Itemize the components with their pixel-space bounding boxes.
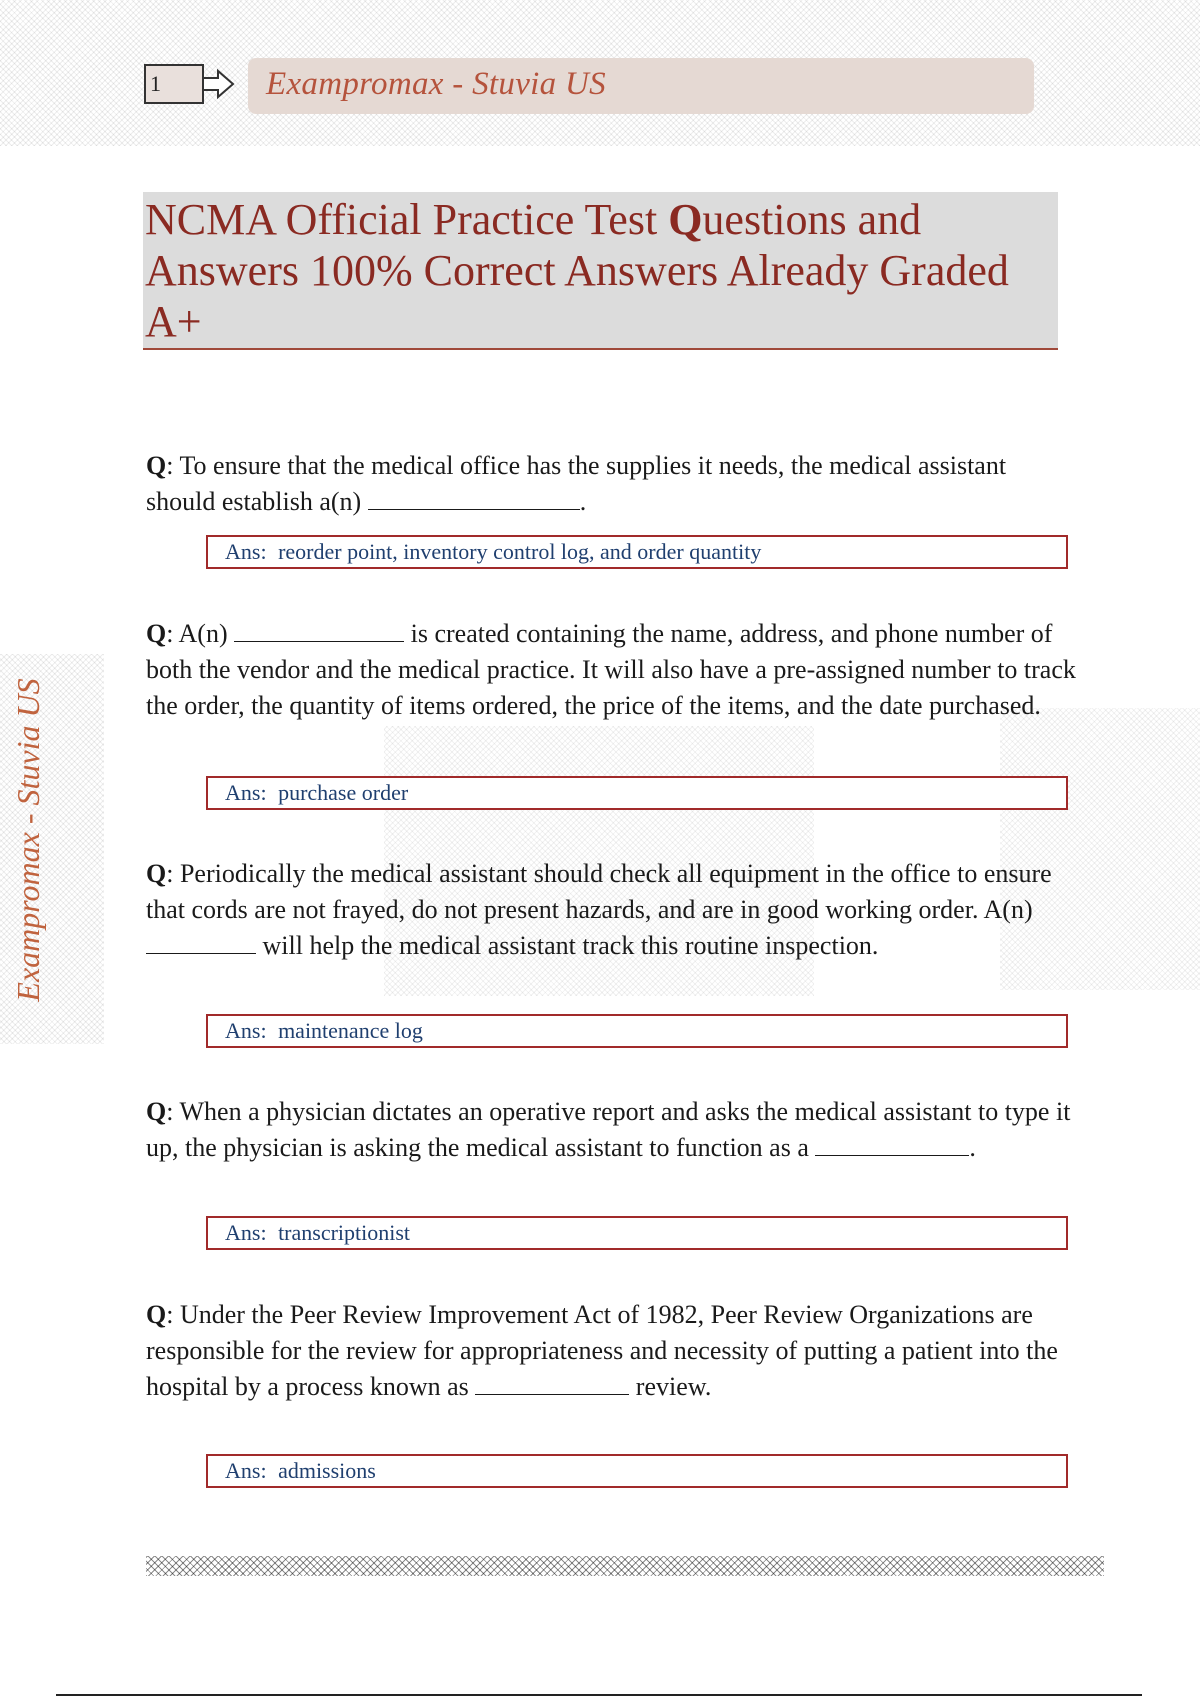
answer-text: transcriptionist xyxy=(278,1220,411,1245)
question-4 xyxy=(146,1094,1076,1166)
question-text: : When a physician dictates an operative report and asks the medical assistant to type it up, the physician is asking the medical assistant to function as a xyxy=(146,1097,1071,1162)
answer-text: admissions xyxy=(278,1458,376,1483)
question-label: Q xyxy=(146,1097,167,1126)
answer-box-5 xyxy=(206,1454,1068,1488)
question-2 xyxy=(146,616,1076,724)
question-text-end: review. xyxy=(629,1372,712,1401)
answer-label: Ans: xyxy=(225,1220,267,1245)
answer-text: maintenance log xyxy=(278,1018,423,1043)
question-text: : Under the Peer Review Improvement Act of 1982, Peer Review Organizations are responsible for the review for appropriateness and necessity of putting a patient into the hospital by a process known as xyxy=(146,1300,1058,1401)
answer-box-2 xyxy=(206,776,1068,810)
header-banner-title: Exampromax - Stuvia US xyxy=(266,66,606,102)
question-text: : Periodically the medical assistant should check all equipment in the office to ensure that cords are not frayed, do not present hazards, and are in good working order. A(n) xyxy=(146,859,1052,924)
answer-blank xyxy=(815,1132,969,1156)
title-bold-q: Q xyxy=(668,195,703,244)
answer-box-1 xyxy=(206,535,1068,569)
header-banner xyxy=(248,58,1034,114)
question-5 xyxy=(146,1297,1076,1405)
question-1 xyxy=(146,448,1076,520)
question-text-end: . xyxy=(969,1133,976,1162)
question-text-end: . xyxy=(579,487,587,516)
question-label: Q xyxy=(146,451,167,480)
answer-blank xyxy=(234,618,404,642)
side-watermark-text: Exampromax - Stuvia US xyxy=(10,678,46,1002)
document-title xyxy=(145,194,1045,347)
answer-label: Ans: xyxy=(225,539,267,564)
answer-text: reorder point, inventory control log, and order quantity xyxy=(278,539,762,564)
question-label: Q xyxy=(146,619,167,648)
title-part-2: uestions and Answers 100% Correct Answers Already Graded A+ xyxy=(145,195,1009,346)
bottom-pattern-divider xyxy=(146,1556,1104,1576)
question-text-end: will help the medical assistant track this routine inspection. xyxy=(256,931,879,960)
title-part-1: NCMA Official Practice Test xyxy=(145,195,669,244)
answer-label: Ans: xyxy=(225,1018,267,1043)
answer-box-4 xyxy=(206,1216,1068,1250)
answer-blank xyxy=(475,1371,629,1395)
answer-label: Ans: xyxy=(225,780,267,805)
answer-blank xyxy=(146,930,256,954)
question-label: Q xyxy=(146,859,167,888)
question-text: : To ensure that the medical office has the supplies it needs, the medical assistant should establish a(n) xyxy=(146,451,1007,516)
answer-text: purchase order xyxy=(278,780,409,805)
title-block xyxy=(143,192,1058,350)
answer-label: Ans: xyxy=(225,1458,267,1483)
question-label: Q xyxy=(146,1300,167,1329)
question-text: : A(n) xyxy=(166,619,235,648)
arrow-right-icon xyxy=(204,64,236,104)
question-3 xyxy=(146,856,1076,964)
page-number: 1 xyxy=(150,71,161,96)
page-number-box xyxy=(144,64,204,104)
answer-box-3 xyxy=(206,1014,1068,1048)
question-text-end: is created containing the name, address, and phone number of both the vendor and the medical practice. It will also have a pre-assigned number to track the order, the quantity of items ordered, the price of the items, and the date purchased. xyxy=(146,619,1076,720)
footer-rule xyxy=(56,1694,1142,1696)
answer-blank xyxy=(368,486,580,510)
